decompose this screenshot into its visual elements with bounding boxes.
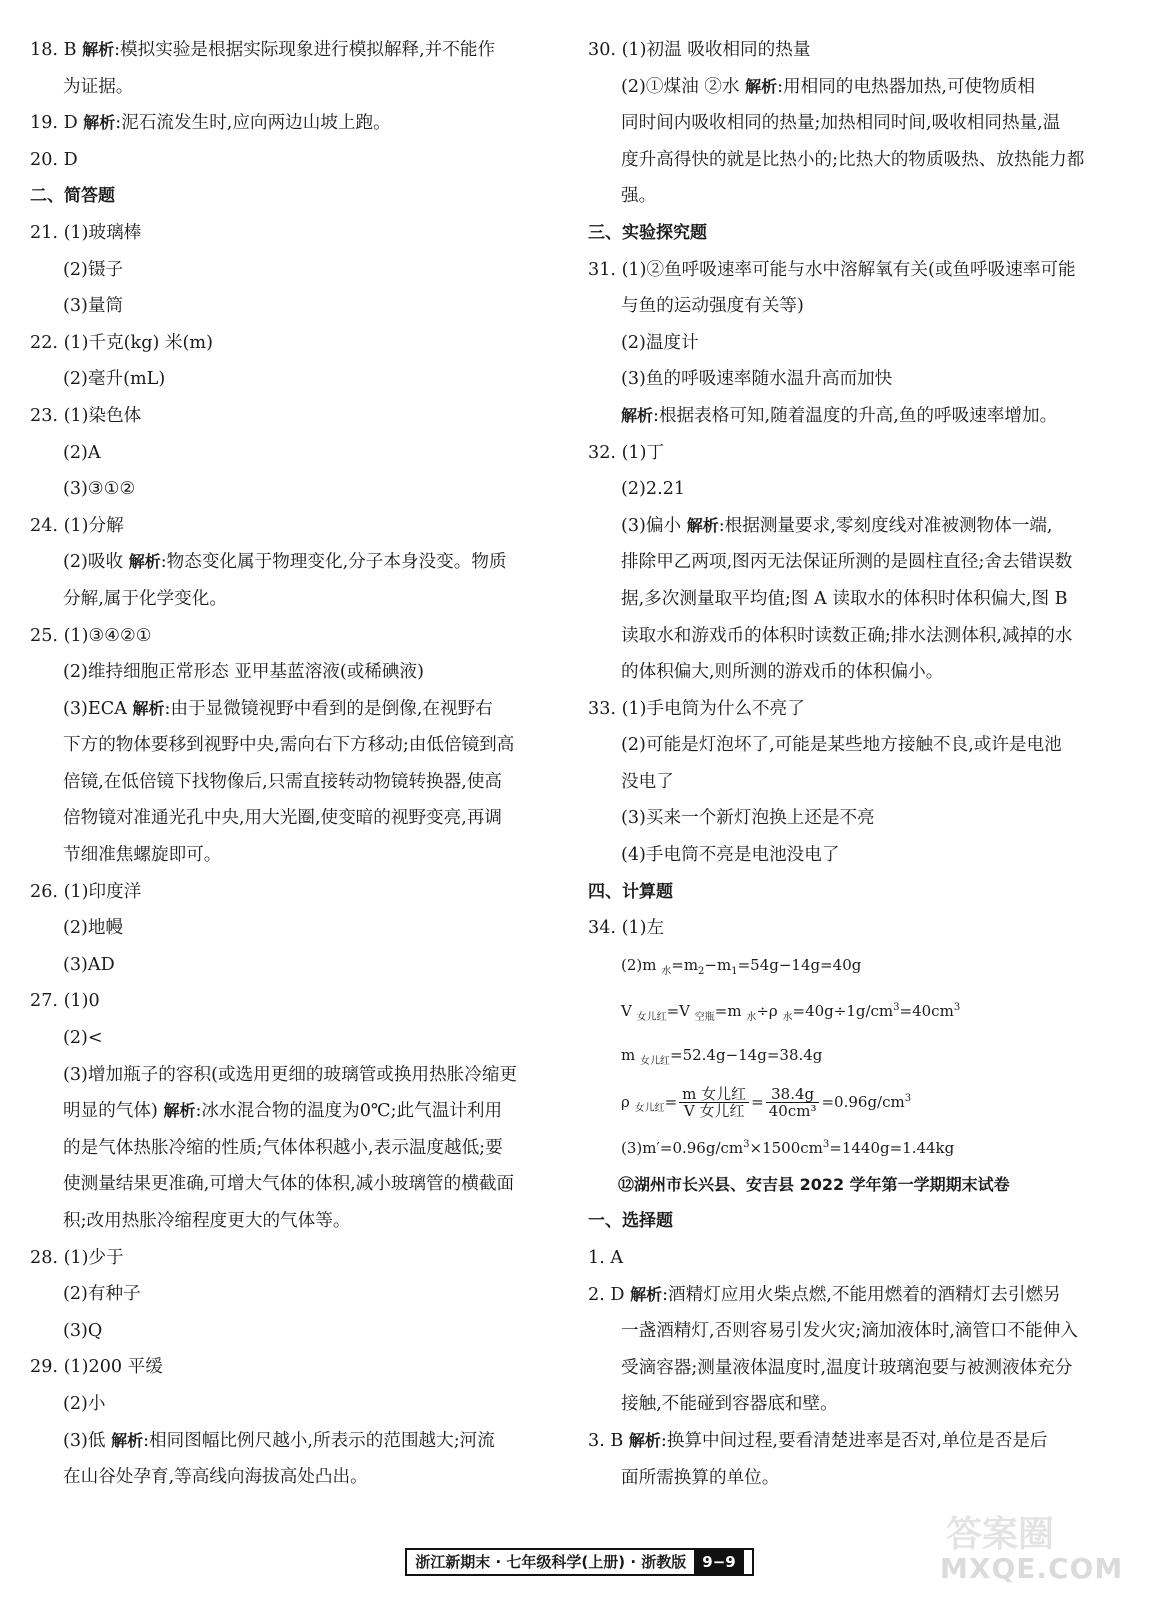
- formula-part: 空瓶: [694, 1012, 715, 1024]
- answer-text: 的是气体热胀冷缩的性质;气体体积越小,表示温度越低;要: [63, 1137, 503, 1158]
- left-column: [30, 32, 560, 1496]
- analysis-label: 解析: [630, 1284, 663, 1304]
- answer-line: [30, 837, 560, 874]
- answer-line: [588, 618, 1118, 655]
- answer-text: 排除甲乙两项,图丙无法保证所测的是圆柱直径;舍去错误数: [621, 552, 1073, 573]
- answer-text: 18. B: [30, 40, 83, 60]
- formula-part: =52.4g−14g=38.4g: [670, 1046, 823, 1065]
- answer-line: [30, 618, 560, 655]
- fraction: [766, 1086, 820, 1119]
- answer-line: [30, 215, 560, 252]
- answer-text: (3)增加瓶子的容积(或选用更细的玻璃管或换用热胀冷缩更: [63, 1064, 518, 1085]
- answer-text: (2)可能是灯泡坏了,可能是某些地方接触不良,或许是电池: [621, 735, 1062, 756]
- footer-book-title: [405, 1548, 753, 1576]
- answer-text: 29. (1)200 平缓: [30, 1357, 163, 1378]
- answer-text: 一盏酒精灯,否则容易引发火灾;滴加液体时,滴管口不能伸入: [621, 1321, 1078, 1342]
- analysis-label: 解析: [83, 113, 116, 133]
- analysis-text: :冰水混合物的温度为0℃;此气温计利用: [195, 1101, 503, 1122]
- answer-text: 28. (1)少于: [30, 1247, 124, 1268]
- answer-text: (2)维持细胞正常形态 亚甲基蓝溶液(或稀碘液): [63, 662, 424, 683]
- formula-part: =1440g=1.44kg: [829, 1139, 955, 1158]
- answer-text: 使测量结果更准确,可增大气体的体积,减小玻璃管的横截面: [63, 1174, 515, 1195]
- section-heading: 三、实验探究题: [588, 222, 707, 243]
- formula-part: 水: [746, 1012, 757, 1024]
- answer-text: (3)偏小: [621, 515, 687, 536]
- answer-line: [588, 691, 1118, 728]
- analysis-label: 解析: [745, 76, 778, 96]
- formula-part: V: [621, 1002, 637, 1021]
- answer-line: [30, 252, 560, 289]
- formula-part: =0.96g/cm: [821, 1092, 905, 1111]
- answer-line: [588, 581, 1118, 618]
- answer-text: 21. (1)玻璃棒: [30, 222, 142, 243]
- answer-text: (3)AD: [63, 954, 115, 975]
- watermark-logo: 答案圈: [946, 1514, 1055, 1555]
- formula-part: 3: [953, 1002, 961, 1014]
- analysis-label: 解析: [82, 40, 115, 59]
- answer-text: 2. D: [588, 1284, 631, 1305]
- formula-part: 水: [782, 1012, 793, 1024]
- formula-part: 3: [893, 1002, 900, 1014]
- answer-text: 32. (1)丁: [588, 442, 665, 463]
- answer-text: 明显的气体): [63, 1101, 164, 1122]
- answer-line: [30, 983, 560, 1020]
- formula-part: 3: [904, 1092, 912, 1104]
- answer-text: 度升高得快的就是比热小的;比热大的物质吸热、放热能力都: [621, 149, 1085, 170]
- answer-line: [30, 764, 560, 801]
- answer-text: (2)①煤油 ②水: [621, 76, 746, 97]
- answer-line: [30, 654, 560, 691]
- analysis-label: 解析: [132, 698, 165, 718]
- answer-line: [30, 800, 560, 837]
- answer-text: (2)2.21: [621, 479, 686, 500]
- answer-line: [30, 1240, 560, 1277]
- answer-text: 34. (1)左: [588, 918, 665, 939]
- analysis-text: :换算中间过程,要看清楚进率是否对,单位是否是后: [660, 1430, 1048, 1451]
- answer-line: [588, 1423, 1118, 1460]
- formula-part: =: [664, 1092, 678, 1111]
- answer-text: (2)毫升(mL): [63, 369, 166, 390]
- formula-line: [588, 1081, 1118, 1128]
- answer-text: (3)Q: [63, 1320, 103, 1341]
- analysis-label: 解析: [628, 1430, 661, 1450]
- answer-text: 26. (1)印度洋: [30, 881, 142, 902]
- answer-line: [588, 398, 1118, 435]
- answer-line: [30, 1057, 560, 1094]
- answer-line: [588, 727, 1118, 764]
- analysis-label: 解析: [128, 552, 161, 572]
- analysis-label: 解析: [111, 1430, 144, 1450]
- answer-text: (2)小: [63, 1393, 106, 1414]
- answer-line: [30, 435, 560, 472]
- answer-text: 20. D: [30, 149, 78, 170]
- answer-line: [30, 874, 560, 911]
- answer-line: [588, 69, 1118, 106]
- formula-part: ρ: [621, 1092, 635, 1111]
- answer-text: (2)A: [63, 442, 101, 463]
- answer-line: [588, 764, 1118, 801]
- section-heading: 二、简答题: [30, 186, 115, 207]
- answer-text: 与鱼的运动强度有关等): [621, 296, 804, 317]
- analysis-text: :模拟实验是根据实际现象进行模拟解释,并不能作: [114, 40, 496, 60]
- answer-line: [30, 1313, 560, 1350]
- analysis-label: 解析: [163, 1101, 196, 1121]
- answer-line: [30, 1349, 560, 1386]
- analysis-text: :相同图幅比例尺越小,所表示的范围越大;河流: [143, 1430, 495, 1451]
- formula-part: 女儿红: [634, 1102, 665, 1114]
- formula-line: [588, 1127, 1118, 1167]
- answer-line: [588, 800, 1118, 837]
- answer-text: 强。: [621, 186, 657, 207]
- formula-part: 1: [731, 965, 738, 977]
- answer-line: [588, 105, 1118, 142]
- answer-line: [30, 398, 560, 435]
- formula-part: (2)m: [621, 955, 662, 974]
- answer-line: [30, 1166, 560, 1203]
- answer-text: 面所需换算的单位。: [621, 1467, 780, 1488]
- answer-text: (2)地幔: [63, 918, 124, 939]
- answer-line: [588, 544, 1118, 581]
- formula-part: ÷ρ: [756, 1002, 783, 1021]
- formula-part: 3: [822, 1139, 830, 1151]
- answer-line: [588, 288, 1118, 325]
- fraction: [679, 1086, 749, 1119]
- answer-line: [30, 1276, 560, 1313]
- answer-line: [30, 361, 560, 398]
- formula-part: 女儿红: [636, 1012, 667, 1024]
- answer-text: 19. D: [30, 113, 84, 134]
- answer-line: [588, 910, 1118, 947]
- analysis-text: :用相同的电热器加热,可使物质相: [777, 76, 1035, 97]
- answer-line: [588, 1240, 1118, 1277]
- answer-line: [30, 105, 560, 142]
- answer-text: 23. (1)染色体: [30, 405, 142, 426]
- answer-line: [30, 288, 560, 325]
- answer-text: 3. B: [588, 1430, 629, 1451]
- formula-line: [588, 990, 1118, 1037]
- analysis-text: :根据表格可知,随着温度的升高,鱼的呼吸速率增加。: [653, 405, 1058, 426]
- answer-line: [30, 1423, 560, 1460]
- answer-text: (3)鱼的呼吸速率随水温升高而加快: [621, 369, 893, 390]
- paper-title: ⑫湖州市长兴县、安吉县 2022 学年第一学期期末试卷: [618, 1174, 1010, 1194]
- answer-line: [588, 1350, 1118, 1387]
- page-number: 9−9: [694, 1550, 743, 1574]
- answer-text: 同时间内吸收相同的热量;加热相同时间,吸收相同热量,温: [621, 113, 1061, 134]
- answer-text: 积;改用热胀冷缩程度更大的气体等。: [63, 1211, 351, 1231]
- answer-text: 下方的物体要移到视野中央,需向右下方移动;由低倍镜到高: [63, 735, 515, 756]
- answer-text: 31. (1)②鱼呼吸速率可能与水中溶解氧有关(或鱼呼吸速率可能: [588, 259, 1076, 280]
- watermark: [932, 1506, 1132, 1586]
- answer-text: 的体积偏大,则所测的游戏币的体积偏小。: [621, 662, 944, 683]
- answer-line: [30, 142, 560, 179]
- answer-line: [30, 32, 560, 69]
- answer-text: 节细准焦螺旋即可。: [63, 845, 222, 866]
- analysis-text: :由于显微镜视野中看到的是倒像,在视野右: [164, 698, 493, 719]
- answer-text: 1. A: [588, 1248, 624, 1268]
- answer-line: [588, 435, 1118, 472]
- answer-line: [588, 361, 1118, 398]
- formula-part: m: [621, 1046, 640, 1065]
- analysis-text: :物态变化属于物理变化,分子本身没变。物质: [160, 552, 507, 573]
- answer-text: 读取水和游戏币的体积时读数正确;排水法测体积,减掉的水: [621, 625, 1073, 646]
- answer-line: [588, 32, 1118, 69]
- analysis-label: 解析: [686, 515, 719, 535]
- answer-line: [30, 508, 560, 545]
- analysis-text: :酒精灯应用火柴点燃,不能用燃着的酒精灯去引燃另: [662, 1284, 1061, 1305]
- formula-part: =54g−14g=40g: [737, 955, 862, 974]
- formula-part: =m: [671, 955, 699, 974]
- fraction-numerator: 38.4g: [766, 1086, 820, 1103]
- answer-line: [30, 544, 560, 581]
- answer-text: 受滴容器;测量液体温度时,温度计玻璃泡要与被测液体充分: [621, 1357, 1073, 1378]
- answer-line: [588, 471, 1118, 508]
- footer-title-text: 浙江新期末 · 七年级科学(上册) · 浙教版: [415, 1553, 687, 1571]
- answer-line: [588, 178, 1118, 215]
- answer-line: [30, 947, 560, 984]
- answer-line: [30, 1020, 560, 1057]
- answer-text: 分解,属于化学变化。: [63, 588, 227, 609]
- answer-line: [588, 142, 1118, 179]
- answer-line: [588, 1313, 1118, 1350]
- formula-part: =V: [666, 1002, 695, 1021]
- formula-part: =m: [714, 1002, 747, 1021]
- answer-line: [30, 69, 560, 106]
- formula-part: 2: [698, 965, 705, 977]
- answer-text: (2)温度计: [621, 332, 699, 353]
- answer-line: [30, 727, 560, 764]
- answer-text: (3)量筒: [63, 296, 124, 317]
- answer-text: (2)镊子: [63, 259, 124, 280]
- answer-text: 30. (1)初温 吸收相同的热量: [588, 40, 811, 60]
- answer-text: (2)<: [63, 1028, 103, 1049]
- answer-text: 倍物镜对准通光孔中央,用大光圈,使变暗的视野变亮,再调: [63, 808, 503, 829]
- analysis-label: 解析: [621, 405, 654, 425]
- answer-text: 接触,不能碰到容器底和壁。: [621, 1394, 838, 1415]
- formula-part: (3)m′=0.96g/cm: [621, 1139, 744, 1158]
- answer-text: 22. (1)千克(kg) 米(m): [30, 332, 213, 353]
- answer-text: (3)低: [63, 1430, 112, 1451]
- fraction-denominator: V 女儿红: [683, 1102, 745, 1121]
- formula-part: 水: [661, 965, 672, 977]
- watermark-site: MXQE.COM: [940, 1552, 1124, 1585]
- answer-line: [30, 581, 560, 618]
- analysis-text: :根据测量要求,零刻度线对准被测物体一端,: [718, 515, 1053, 536]
- answer-line: [30, 910, 560, 947]
- fraction-denominator: 40cm³: [768, 1102, 817, 1121]
- formula-line: [588, 947, 1118, 991]
- formula-part: 女儿红: [640, 1056, 670, 1068]
- answer-line: [588, 1277, 1118, 1314]
- answer-text: 没电了: [621, 771, 674, 792]
- answer-text: (3)买来一个新灯泡换上还是不亮: [621, 808, 875, 829]
- formula-line: [588, 1037, 1118, 1081]
- answer-text: (3)③①②: [63, 479, 136, 500]
- answer-line: [30, 1203, 560, 1240]
- answer-text: 倍镜,在低倍镜下找物像后,只需直接转动物镜转换器,使高: [63, 771, 503, 792]
- answer-text: 在山谷处孕育,等高线向海拔高处凸出。: [63, 1467, 368, 1488]
- answer-text: (4)手电筒不亮是电池没电了: [621, 845, 840, 866]
- formula-part: =: [751, 1092, 764, 1111]
- answer-text: 33. (1)手电筒为什么不亮了: [588, 698, 805, 719]
- answer-line: [30, 325, 560, 362]
- formula-part: 3: [743, 1139, 750, 1151]
- formula-part: =40cm: [899, 1002, 954, 1021]
- answer-line: [30, 1386, 560, 1423]
- answer-line: [588, 1460, 1118, 1497]
- answer-line: [588, 837, 1118, 874]
- answer-line: [588, 325, 1118, 362]
- answer-line: [30, 471, 560, 508]
- answer-text: 24. (1)分解: [30, 515, 124, 536]
- answer-line: [30, 1093, 560, 1130]
- answer-text: 25. (1)③④②①: [30, 625, 152, 646]
- answer-text: 27. (1)0: [30, 991, 100, 1012]
- answer-text: (2)吸收: [63, 552, 129, 573]
- section-heading: 四、计算题: [588, 881, 673, 902]
- answer-line: [588, 252, 1118, 289]
- analysis-text: :泥石流发生时,应向两边山坡上跑。: [115, 113, 391, 134]
- answer-line: [30, 1459, 560, 1496]
- formula-part: ×1500cm: [749, 1139, 823, 1158]
- fraction-numerator: m 女儿红: [679, 1086, 749, 1103]
- answer-text: (2)有种子: [63, 1284, 141, 1305]
- answer-text: 据,多次测量取平均值;图 A 读取水的体积时体积偏大,图 B: [621, 588, 1068, 609]
- answer-line: [588, 654, 1118, 691]
- answer-line: [588, 1386, 1118, 1423]
- right-column: [588, 32, 1118, 1496]
- answer-line: [588, 508, 1118, 545]
- answer-line: [30, 691, 560, 728]
- answer-text: (3)ECA: [63, 698, 133, 719]
- section-heading: 一、选择题: [588, 1211, 673, 1232]
- formula-part: =40g÷1g/cm: [792, 1002, 894, 1021]
- formula-part: −m: [704, 955, 732, 974]
- answer-text: 为证据。: [63, 76, 134, 97]
- answer-line: [30, 1130, 560, 1167]
